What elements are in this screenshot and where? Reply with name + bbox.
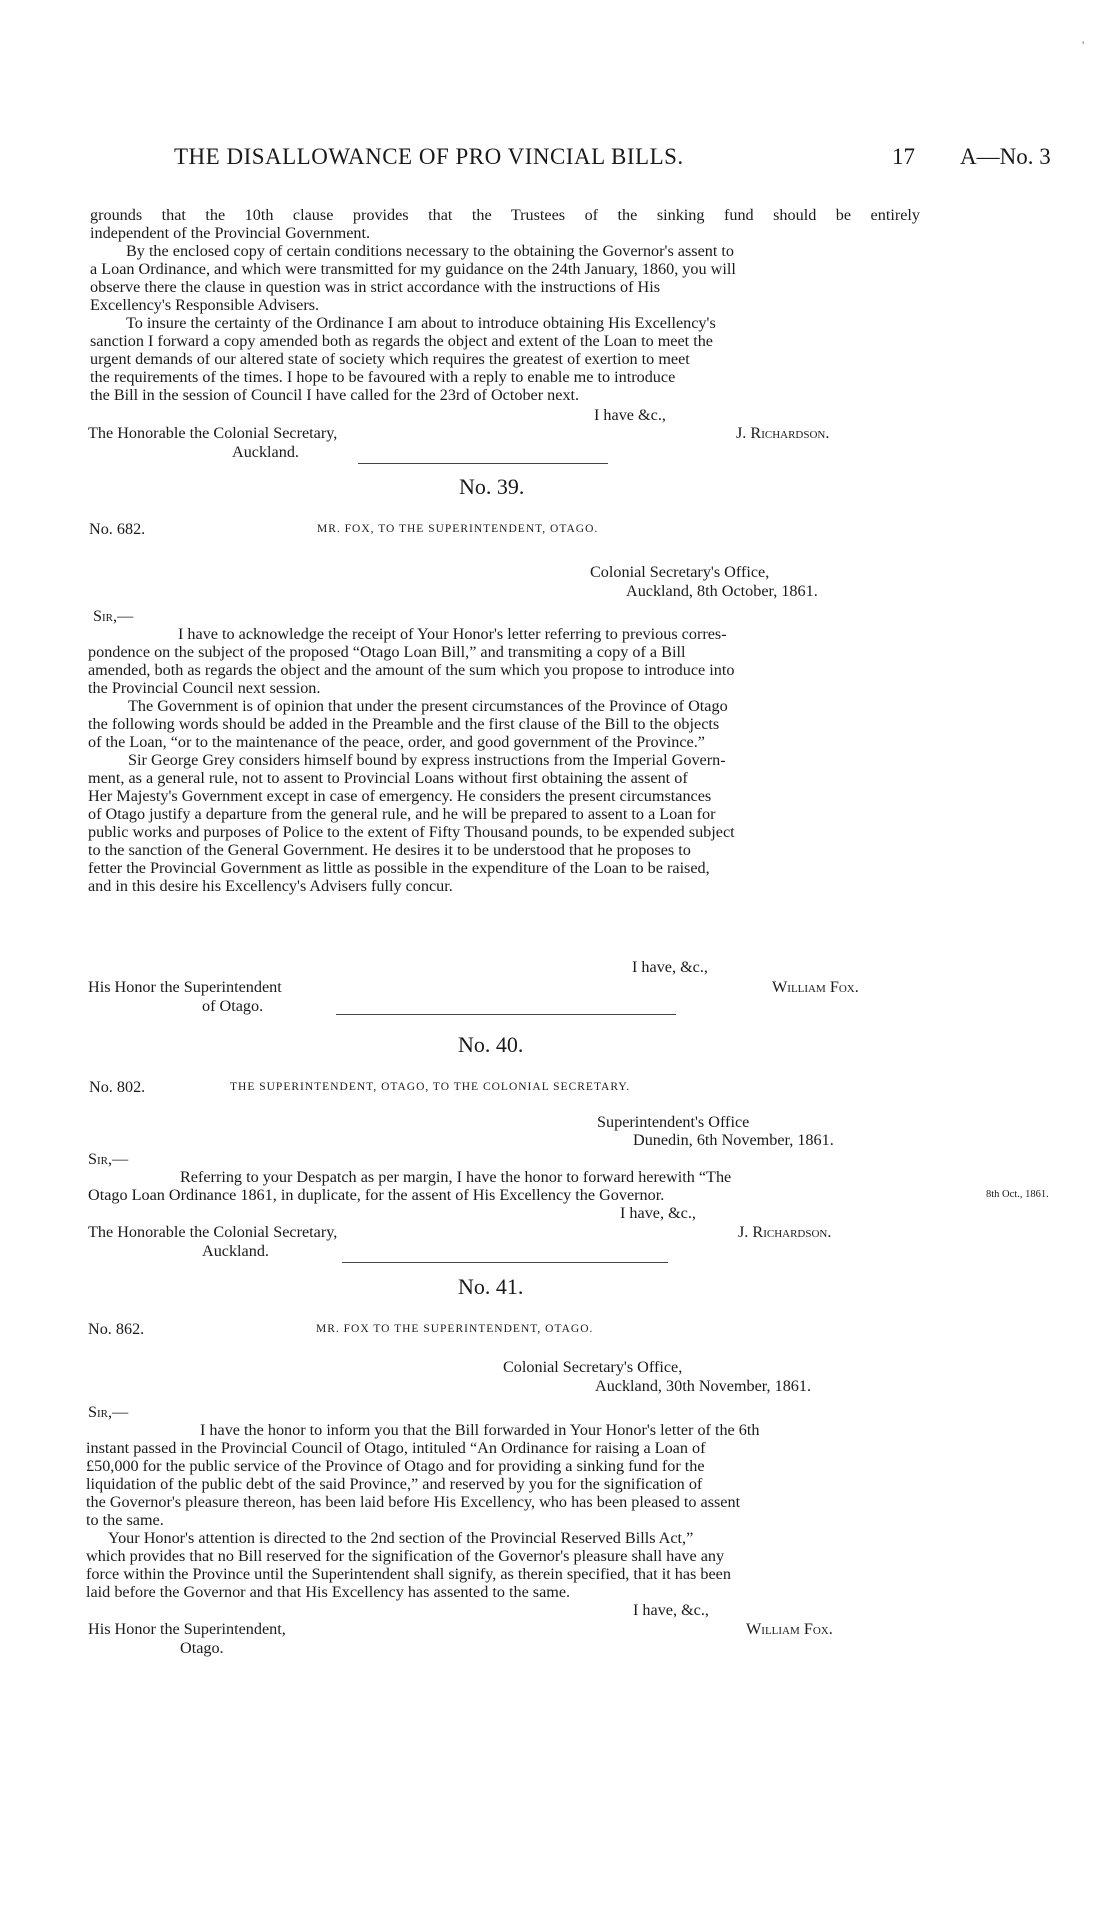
text-line: independent of the Provincial Government. xyxy=(90,224,371,242)
signature: William Fox. xyxy=(746,1620,833,1638)
text-line: grounds that the 10th clause provides that the Trustees of the sinking fund should be entirely xyxy=(90,206,920,224)
signature: J. Richardson. xyxy=(738,1223,832,1241)
place-date: Auckland, 8th October, 1861. xyxy=(626,582,818,600)
text-line: of the Loan, “or to the maintenance of the peace, order, and good government of the Province.” xyxy=(88,733,705,751)
text-line: the Bill in the session of Council I have called for the 23rd of October next. xyxy=(90,386,580,404)
addressee-line-1: The Honorable the Colonial Secretary, xyxy=(88,1223,338,1241)
text-line: the following words should be added in the Preamble and the first clause of the Bill to the objects xyxy=(88,715,720,733)
salutation: Sir,— xyxy=(88,1403,129,1421)
text-line: to the same. xyxy=(86,1511,164,1529)
divider xyxy=(336,1014,676,1015)
closing: I have, &c., xyxy=(632,958,708,976)
divider xyxy=(342,1262,668,1263)
closing: I have &c., xyxy=(594,406,666,424)
letter-title: MR. FOX TO THE SUPERINTENDENT, OTAGO. xyxy=(316,1323,594,1335)
letter-number-heading: No. 40. xyxy=(458,1032,524,1057)
text-line: I have the honor to inform you that the Bill forwarded in Your Honor's letter of the 6th xyxy=(200,1421,760,1439)
text-line: force within the Province until the Superintendent shall signify, as therein specified, that it has been xyxy=(86,1565,731,1583)
addressee-line-1: His Honor the Superintendent, xyxy=(88,1620,286,1638)
closing: I have, &c., xyxy=(620,1204,696,1222)
page-number: 17 xyxy=(892,144,915,169)
divider xyxy=(358,463,608,464)
corner-mark: ' xyxy=(1082,38,1085,52)
letter-title: MR. FOX, TO THE SUPERINTENDENT, OTAGO. xyxy=(317,523,599,535)
addressee-line-2: Auckland. xyxy=(232,443,299,461)
text-line: Otago Loan Ordinance 1861, in duplicate, for the assent of His Excellency the Governor. xyxy=(88,1186,665,1204)
text-line: liquidation of the public debt of the said Province,” and reserved by you for the signification of xyxy=(86,1475,703,1493)
text-line: public works and purposes of Police to the extent of Fifty Thousand pounds, to be expended subject xyxy=(88,823,735,841)
office-line: Superintendent's Office xyxy=(597,1113,750,1131)
text-line: urgent demands of our altered state of society which requires the greatest of exertion to meet xyxy=(90,350,690,368)
continuation-paragraph xyxy=(90,206,920,404)
text-line: fetter the Provincial Government as little as possible in the expenditure of the Loan to be raised, xyxy=(88,859,710,877)
text-line: Sir George Grey considers himself bound by express instructions from the Imperial Govern- xyxy=(128,751,726,769)
page-header-title: THE DISALLOWANCE OF PRO VINCIAL BILLS. xyxy=(174,144,684,169)
text-line: amended, both as regards the object and the amount of the sum which you propose to introduce into xyxy=(88,661,735,679)
margin-note: 8th Oct., 1861. xyxy=(986,1189,1049,1200)
salutation: Sir,— xyxy=(93,607,134,625)
text-line: Excellency's Responsible Advisers. xyxy=(90,296,320,314)
text-line: ment, as a general rule, not to assent to Provincial Loans without first obtaining the assent of xyxy=(88,769,688,787)
office-line: Colonial Secretary's Office, xyxy=(590,563,770,581)
addressee-line-2: of Otago. xyxy=(202,997,264,1015)
letter-number-heading: No. 39. xyxy=(459,474,525,499)
letter-number-heading: No. 41. xyxy=(458,1274,524,1299)
text-line: By the enclosed copy of certain conditions necessary to the obtaining the Governor's assent to xyxy=(126,242,734,260)
document-reference: A—No. 3 xyxy=(960,144,1051,169)
text-line: a Loan Ordinance, and which were transmitted for my guidance on the 24th January, 1860, you will xyxy=(90,260,736,278)
text-line: which provides that no Bill reserved for the signification of the Governor's pleasure shall have any xyxy=(86,1547,725,1565)
text-line: sanction I forward a copy amended both as regards the object and extent of the Loan to meet the xyxy=(90,332,713,350)
text-line: I have to acknowledge the receipt of Your Honor's letter referring to previous corres- xyxy=(178,625,727,643)
text-line: To insure the certainty of the Ordinance I am about to introduce obtaining His Excellency's xyxy=(126,314,716,332)
letter-ref: No. 682. xyxy=(89,520,146,538)
signature: William Fox. xyxy=(772,978,859,996)
letter-body xyxy=(88,625,920,895)
text-line: Your Honor's attention is directed to the 2nd section of the Provincial Reserved Bills Act,” xyxy=(108,1529,694,1547)
closing: I have, &c., xyxy=(633,1601,709,1619)
text-line: and in this desire his Excellency's Advisers fully concur. xyxy=(88,877,453,895)
letter-body xyxy=(86,1421,920,1601)
signature: J. Richardson. xyxy=(736,424,830,442)
text-line: The Government is of opinion that under the present circumstances of the Province of Otago xyxy=(128,697,728,715)
text-line: observe there the clause in question was in strict accordance with the instructions of His xyxy=(90,278,660,296)
addressee-line-2: Auckland. xyxy=(202,1242,269,1260)
addressee-line-1: The Honorable the Colonial Secretary, xyxy=(88,424,338,442)
text-line: pondence on the subject of the proposed “Otago Loan Bill,” and transmiting a copy of a Bill xyxy=(88,643,686,661)
text-line: Referring to your Despatch as per margin, I have the honor to forward herewith “The xyxy=(180,1168,732,1186)
letter-ref: No. 802. xyxy=(89,1078,146,1096)
place-date: Auckland, 30th November, 1861. xyxy=(595,1377,812,1395)
text-line: Her Majesty's Government except in case of emergency. He considers the present circumstances xyxy=(88,787,712,805)
place-date: Dunedin, 6th November, 1861. xyxy=(633,1131,834,1149)
letter-title: THE SUPERINTENDENT, OTAGO, TO THE COLONIAL SECRETARY. xyxy=(230,1081,631,1093)
letter-ref: No. 862. xyxy=(88,1320,145,1338)
salutation: Sir,— xyxy=(88,1150,129,1168)
text-line: to the sanction of the General Government. He desires it to be understood that he proposes to xyxy=(88,841,691,859)
text-line: the Provincial Council next session. xyxy=(88,679,321,697)
text-line: of Otago justify a departure from the general rule, and he will be prepared to assent to a Loan for xyxy=(88,805,716,823)
text-line: instant passed in the Provincial Council of Otago, intituled “An Ordinance for raising a Loan of xyxy=(86,1439,706,1457)
text-line: laid before the Governor and that His Excellency has assented to the same. xyxy=(86,1583,571,1601)
text-line: £50,000 for the public service of the Province of Otago and for providing a sinking fund for the xyxy=(86,1457,705,1475)
addressee-line-1: His Honor the Superintendent xyxy=(88,978,282,996)
letter-body xyxy=(88,1168,918,1204)
text-line: the requirements of the times. I hope to be favoured with a reply to enable me to introduce xyxy=(90,368,676,386)
addressee-line-2: Otago. xyxy=(180,1639,224,1657)
office-line: Colonial Secretary's Office, xyxy=(503,1358,683,1376)
text-line: the Governor's pleasure thereon, has been laid before His Excellency, who has been pleased to assent xyxy=(86,1493,741,1511)
